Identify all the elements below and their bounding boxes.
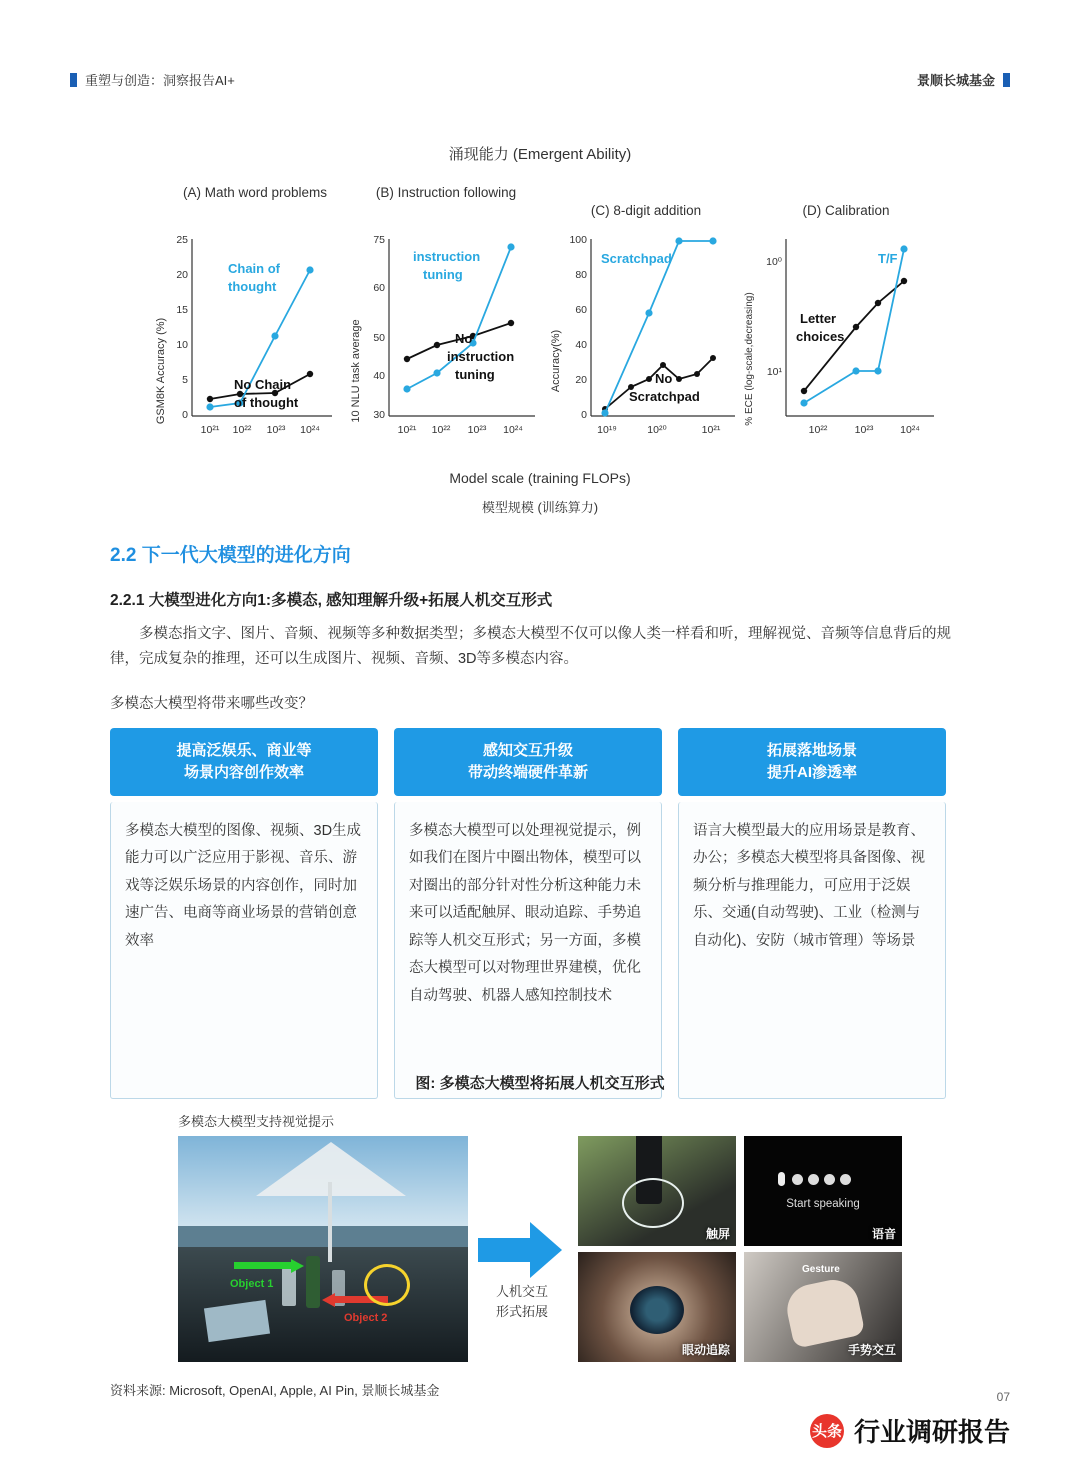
interaction-cell-voice-label: 语音 <box>871 1227 896 1241</box>
svg-text:10 NLU task average: 10 NLU task average <box>350 319 362 423</box>
benefit-card-3-title-line1: 拓展落地场景 <box>766 742 857 759</box>
svg-text:Letter: Letter <box>800 311 837 326</box>
x-axis-caption-cn: 模型规模 (训练算力) <box>481 500 599 515</box>
svg-text:10²²: 10²² <box>808 424 828 436</box>
photo-umbrella-pole <box>328 1182 332 1262</box>
scene-photo <box>178 1136 468 1362</box>
svg-text:10²⁰: 10²⁰ <box>647 424 667 436</box>
benefit-card-3-title-line2: 提升AI渗透率 <box>766 763 857 781</box>
svg-text:50: 50 <box>373 332 385 344</box>
benefit-card-2-title <box>394 728 662 796</box>
svg-text:10²⁴: 10²⁴ <box>503 424 523 436</box>
svg-text:Scratchpad: Scratchpad <box>601 251 672 266</box>
svg-text:60: 60 <box>575 304 587 316</box>
svg-text:thought: thought <box>228 279 277 294</box>
interaction-cell-eye-tracking-label: 眼动追踪 <box>681 1343 730 1357</box>
svg-text:60: 60 <box>373 282 385 294</box>
section-heading-2-2: 2.2 下一代大模型的进化方向 <box>110 545 351 566</box>
brand-mark-icon <box>70 73 77 87</box>
chart-panel-a <box>150 185 350 436</box>
svg-text:No Chain: No Chain <box>234 377 292 392</box>
chart-c-title: (C) 8-digit addition <box>590 203 702 218</box>
microphone-icon <box>778 1172 785 1186</box>
svg-text:25: 25 <box>176 234 188 246</box>
svg-text:10²³: 10²³ <box>467 424 487 436</box>
svg-text:No: No <box>655 371 673 386</box>
interaction-modes-grid <box>578 1136 902 1362</box>
svg-text:100: 100 <box>569 234 587 246</box>
chart-panel-c <box>545 203 745 436</box>
benefit-card-3-body: 语言大模型最大的应用场景是教育、办公；多模态大模型将具备图像、视频分析与推理能力，可应用于泛娱乐、交通(自动驾驶)、工业（检测与自动化)、安防（城市管理）等场景 <box>678 802 946 1099</box>
svg-text:Accuracy(%): Accuracy(%) <box>550 329 562 393</box>
interaction-cell-gesture-label: 手势交互 <box>847 1343 896 1357</box>
svg-text:5: 5 <box>182 374 188 386</box>
svg-text:% ECE (log-scale,decreasing): % ECE (log-scale,decreasing) <box>744 292 755 426</box>
chart-d-plot <box>738 231 950 453</box>
svg-text:10²¹: 10²¹ <box>200 424 220 436</box>
svg-text:40: 40 <box>575 339 587 351</box>
photo-sea <box>178 1226 468 1246</box>
source-note: 资料来源: Microsoft, OpenAI, Apple, AI Pin, 景顺长城基金 <box>110 1383 440 1398</box>
photo-bottle <box>306 1256 320 1308</box>
figure-title: 涌现能力 (Emergent Ability) <box>448 146 632 163</box>
annotation-label-object2: Object 2 <box>344 1312 388 1324</box>
chart-d-title: (D) Calibration <box>802 203 890 218</box>
header-right-title: 景顺长城基金 <box>916 73 995 88</box>
paragraph-question: 多模态大模型将带来哪些改变？ <box>110 696 313 712</box>
annotation-label-object1: Object 1 <box>230 1278 274 1290</box>
svg-text:30: 30 <box>373 409 385 421</box>
page-header <box>70 70 1010 89</box>
benefit-card-3-title <box>678 728 946 796</box>
interaction-cell-eye-tracking <box>578 1252 736 1362</box>
interaction-cell-touch <box>578 1136 736 1246</box>
svg-text:instruction: instruction <box>413 249 481 264</box>
watermark-logo: 头条 <box>810 1414 844 1448</box>
benefit-card-2-title-line2: 带动终端硬件革新 <box>467 763 588 781</box>
annotation-arrow-green-icon <box>234 1262 292 1269</box>
svg-text:40: 40 <box>373 370 385 382</box>
svg-text:Scratchpad: Scratchpad <box>629 389 700 404</box>
interaction-cell-voice <box>744 1136 902 1246</box>
interaction-cell-voice-caption: Start speaking <box>786 1198 860 1210</box>
svg-text:10²³: 10²³ <box>854 424 874 436</box>
benefit-card-1-title-line2: 场景内容创作效率 <box>183 763 304 781</box>
svg-text:20: 20 <box>176 269 188 281</box>
svg-text:0: 0 <box>182 409 188 421</box>
svg-text:10²²: 10²² <box>232 424 252 436</box>
svg-text:Chain of: Chain of <box>228 261 280 276</box>
svg-text:10²⁴: 10²⁴ <box>300 424 320 436</box>
voice-dots-icon <box>792 1174 851 1185</box>
svg-text:20: 20 <box>575 374 587 386</box>
chart-a-title: (A) Math word problems <box>182 185 328 200</box>
benefit-card-1 <box>110 728 378 1099</box>
svg-text:10¹: 10¹ <box>766 366 782 378</box>
svg-text:tuning: tuning <box>455 367 495 382</box>
watermark-text: 行业调研报告 <box>853 1417 1010 1447</box>
svg-text:10²³: 10²³ <box>266 424 286 436</box>
photo-glass-1 <box>282 1268 296 1306</box>
flow-arrow-icon <box>478 1222 564 1278</box>
page-number: 07 <box>996 1390 1010 1404</box>
brand-mark-right-icon <box>1003 73 1010 87</box>
chart-b-title: (B) Instruction following <box>375 185 517 200</box>
x-axis-caption-en: Model scale (training FLOPs) <box>449 470 631 486</box>
chart-group <box>150 185 950 455</box>
svg-text:0: 0 <box>581 409 587 421</box>
svg-text:10⁰: 10⁰ <box>766 256 782 268</box>
interaction-cell-touch-label: 触屏 <box>705 1227 730 1241</box>
chart-c-plot <box>545 231 750 453</box>
svg-text:GSM8K Accuracy (%): GSM8K Accuracy (%) <box>155 317 167 425</box>
svg-text:10: 10 <box>176 339 188 351</box>
svg-text:10²¹: 10²¹ <box>397 424 417 436</box>
figure-caption: 图: 多模态大模型将拓展人机交互形式 <box>415 1075 665 1092</box>
svg-text:10²¹: 10²¹ <box>701 424 721 436</box>
header-left <box>70 70 235 89</box>
annotation-circle-yellow-icon <box>364 1264 410 1306</box>
svg-text:tuning: tuning <box>423 267 463 282</box>
section-heading-2-2-1: 2.2.1 大模型进化方向1:多模态, 感知理解升级+拓展人机交互形式 <box>110 592 553 609</box>
svg-text:T/F: T/F <box>878 251 898 266</box>
interaction-cell-gesture-caption: Gesture <box>802 1264 840 1275</box>
svg-text:of thought: of thought <box>234 395 299 410</box>
benefit-card-1-title <box>110 728 378 796</box>
chart-panel-d <box>738 203 950 436</box>
svg-text:10²⁴: 10²⁴ <box>900 424 920 436</box>
header-right <box>917 70 1010 89</box>
chart-panel-b <box>345 185 545 436</box>
benefit-card-1-body: 多模态大模型的图像、视频、3D生成能力可以广泛应用于影视、音乐、游戏等泛娱乐场景的内容创作，同时加速广告、电商等商业场景的营销创意效率 <box>110 802 378 1099</box>
chart-a-plot <box>150 231 350 461</box>
svg-text:10¹⁹: 10¹⁹ <box>597 424 617 436</box>
benefit-card-3 <box>678 728 946 1099</box>
benefit-card-1-title-line1: 提高泛娱乐、商业等 <box>176 742 312 759</box>
benefit-card-2-body: 多模态大模型可以处理视觉提示，例如我们在图片中圈出物体，模型可以对圈出的部分针对性分析这种能力未来可以适配触屏、眼动追踪、手势追踪等人机交互形式；另一方面，多模态大模型可以对物理世界建模，优化自动驾驶、机器人感知控制技术 <box>394 802 662 1099</box>
svg-text:15: 15 <box>176 304 188 316</box>
flow-arrow-label-line1: 人机交互 <box>495 1284 548 1299</box>
svg-text:No: No <box>455 331 473 346</box>
benefit-card-2-title-line1: 感知交互升级 <box>482 742 573 759</box>
svg-text:instruction: instruction <box>447 349 515 364</box>
svg-text:10²²: 10²² <box>431 424 451 436</box>
flow-arrow-label-line2: 形式拓展 <box>495 1303 548 1319</box>
header-left-title: 重塑与创造：洞察报告AI+ <box>85 73 235 88</box>
benefit-card-2 <box>394 728 662 1099</box>
svg-text:80: 80 <box>575 269 587 281</box>
flow-arrow-label <box>474 1282 570 1321</box>
svg-text:choices: choices <box>796 329 845 344</box>
interaction-cell-gesture <box>744 1252 902 1362</box>
benefit-cards <box>110 728 998 1099</box>
watermark <box>810 1412 1010 1449</box>
paragraph-multimodal-definition: 多模态指文字、图片、音频、视频等多种数据类型；多模态大模型不仅可以像人类一样看和听，理解视觉、音频等信息背后的规律，完成复杂的推理，还可以生成图片、视频、音频、3D等多模态内容。 <box>110 626 951 668</box>
photo-block <box>178 1136 902 1362</box>
chart-b-plot <box>345 231 550 461</box>
svg-text:75: 75 <box>373 234 385 246</box>
photo-block-label: 多模态大模型支持视觉提示 <box>178 1114 335 1129</box>
